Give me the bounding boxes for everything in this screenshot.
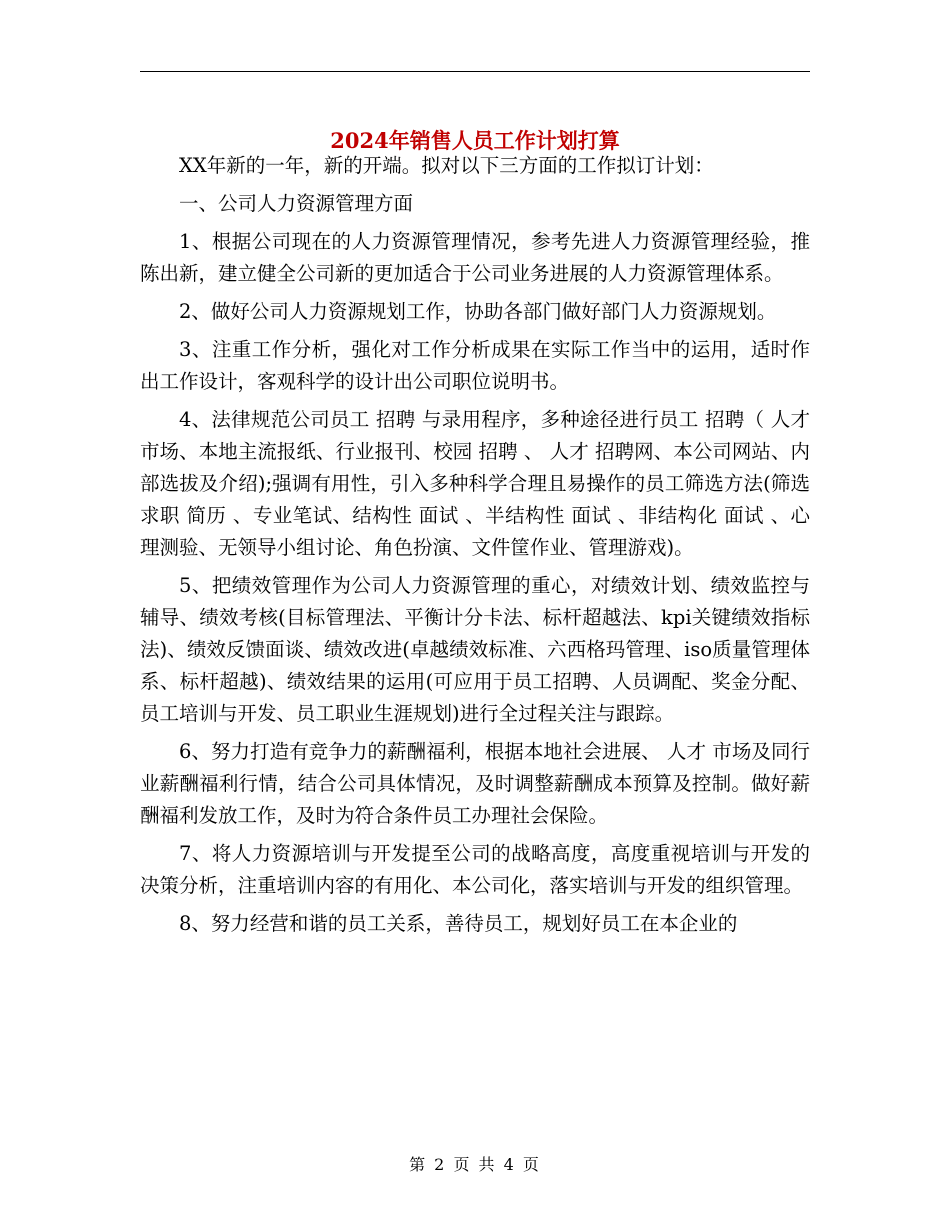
paragraph-item-8: 8、努力经营和谐的员工关系，善待员工，规划好员工在本企业的 xyxy=(179,912,738,935)
paragraph-item-5: 5、把绩效管理作为公司人力资源管理的重心，对绩效计划、绩效监控与辅导、绩效考核(目标管理法、平衡计分卡法、标杆超越法、kpi关键绩效指标法)、绩效反馈面谈、绩效改进(卓越绩效标准、六西格玛管理、iso质量管理体系、标杆超越)、绩效结果的运用(可应用于员工招聘、人员调配、奖金分配、员工培训与开发、员工职业生涯规划)进行全过程关注与跟踪。 xyxy=(140,574,810,725)
document-title: 2024年销售人员工作计划打算 xyxy=(330,128,620,154)
paragraph-item-2: 2、做好公司人力资源规划工作，协助各部门做好部门人力资源规划。 xyxy=(179,300,777,323)
paragraph-item-3: 3、注重工作分析，强化对工作分析成果在实际工作当中的运用，适时作出工作设计，客观科学的设计出公司职位说明书。 xyxy=(140,338,810,393)
paragraph-item-1: 1、根据公司现在的人力资源管理情况，参考先进人力资源管理经验，推陈出新，建立健全公司新的更加适合于公司业务进展的人力资源管理体系。 xyxy=(140,230,810,285)
section-heading: 一、公司人力资源管理方面 xyxy=(179,192,414,215)
paragraph-item-6: 6、努力打造有竞争力的薪酬福利，根据本地社会进展、 人才 市场及同行业薪酬福利行情，结合公司具体情况，及时调整薪酬成本预算及控制。做好薪酬福利发放工作，及时为符合条件员工办理社会保险。 xyxy=(140,740,810,827)
paragraph-item-7: 7、将人力资源培训与开发提至公司的战略高度，高度重视培训与开发的决策分析，注重培训内容的有用化、本公司化，落实培训与开发的组织管理。 xyxy=(140,842,810,897)
document-body xyxy=(140,150,810,946)
header-rule xyxy=(140,71,810,72)
page-number: 第 2 页 共 4 页 xyxy=(409,1155,541,1174)
paragraph-item-4: 4、法律规范公司员工 招聘 与录用程序，多种途径进行员工 招聘（ 人才 市场、本地主流报纸、行业报刊、校园 招聘 、 人才 招聘网、本公司网站、内部选拔及介绍);强调有用性，引入多种科学合理且易操作的员工筛选方法(筛选 求职 简历 、专业笔试、结构性 面试 、半结构性 面试 、非结构化 面试 、心理测验、无领导小组讨论、角色扮演、文件筐作业、管理游戏)。 xyxy=(140,408,810,559)
paragraph-intro: XX年新的一年，新的开端。拟对以下三方面的工作拟订计划： xyxy=(179,154,714,177)
